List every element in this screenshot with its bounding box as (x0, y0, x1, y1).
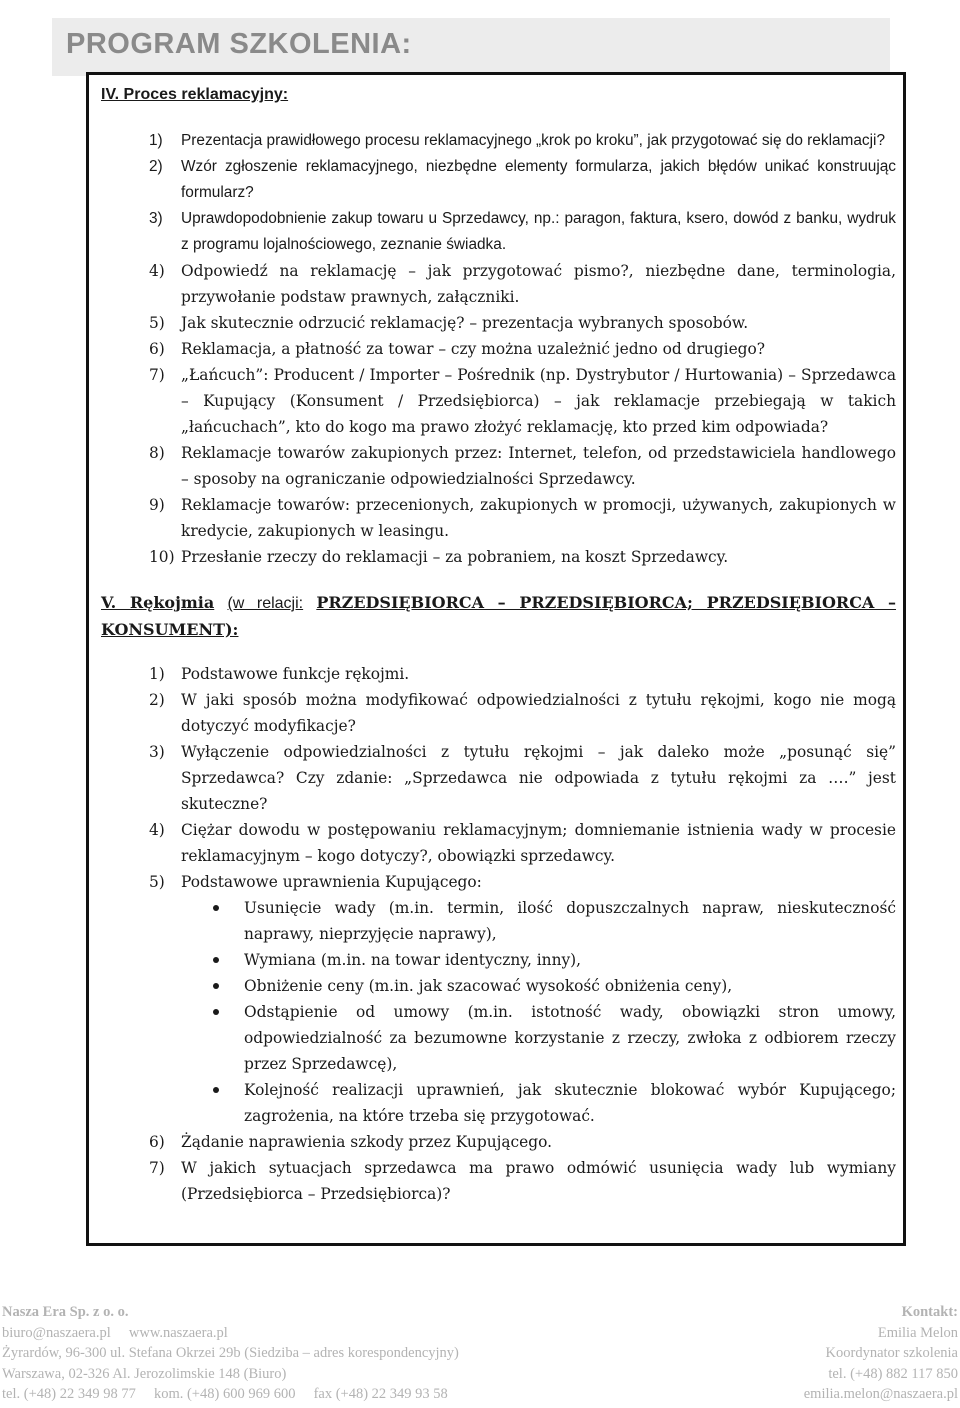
list-item-number: 1) (149, 132, 163, 149)
list-item (101, 258, 896, 310)
list-item-text: Reklamacja, a płatność za towar – czy można uzależnić jedno od drugiego? (181, 340, 766, 358)
bullet-item (101, 1077, 896, 1129)
list-item-text: Reklamacje towarów zakupionych przez: Internet, telefon, od przedstawiciela handlowego – sposoby na ograniczanie odpowiedzialności Sprzedawcy. (181, 444, 896, 488)
footer (0, 1302, 960, 1408)
bullet-text: Odstąpienie od umowy (m.in. istotność wady, obowiązki stron umowy, odpowiedzialność za bezumowne korzystanie z rzeczy, zwłoka z odbiorem rzeczy przez Sprzedawcę), (244, 1003, 896, 1073)
footer-email-web[interactable]: biuro@naszaera.pl www.naszaera.pl (2, 1324, 228, 1341)
bullet-item (101, 895, 896, 947)
list-item (101, 362, 896, 440)
list-item-number: 6) (149, 340, 165, 358)
bullet-text: Obniżenie ceny (m.in. jak szacować wysokość obniżenia ceny), (244, 977, 733, 995)
list-item-number: 5) (149, 873, 165, 891)
list-item-text: Żądanie naprawienia szkody przez Kupującego. (181, 1133, 553, 1151)
list-item-number: 9) (149, 496, 165, 514)
list-item-number: 1) (149, 665, 165, 683)
bullet-text: Kolejność realizacji uprawnień, jak skutecznie blokować wybór Kupującego; zagrożenia, na które trzeba się przygotować. (244, 1081, 896, 1125)
list-item-text: Jak skutecznie odrzucić reklamację? – prezentacja wybranych sposobów. (181, 314, 749, 332)
list-item-text: „Łańcuch”: Producent / Importer – Pośrednik (np. Dystrybutor / Hurtowania) – Sprzedawca – Kupujący (Konsument / Przedsiębiorca) – jak reklamacje przebiegają w takich „łańcuchach”, kto do kogo ma prawo złożyć reklamację, kto przed kim odpowiada? (181, 366, 896, 436)
section-5-title-end: KONSUMENT): (101, 620, 239, 639)
list-item (101, 128, 896, 154)
bullet-dot-icon (213, 905, 219, 911)
list-item (101, 1129, 896, 1155)
section-4-list (101, 128, 896, 570)
list-item-number: 4) (149, 262, 165, 280)
list-item-number: 5) (149, 314, 165, 332)
list-item (101, 817, 896, 869)
list-item (101, 869, 896, 895)
list-item (101, 544, 896, 570)
list-item-text: Podstawowe funkcje rękojmi. (181, 665, 410, 683)
footer-contact-tel: tel. (+48) 882 117 850 (828, 1365, 958, 1382)
list-item-text: Odpowiedź na reklamację – jak przygotować pismo?, niezbędne dane, terminologia, przywołanie podstaw prawnych, załączniki. (181, 262, 896, 306)
list-item-text: Wzór zgłoszenie reklamacyjnego, niezbędne elementy formularza, jakich błędów unikać konstruując formularz? (181, 158, 896, 201)
list-item-number: 3) (149, 210, 163, 227)
list-item-number: 3) (149, 743, 165, 761)
program-content (101, 84, 896, 1207)
bullet-dot-icon (213, 983, 219, 989)
section-5-title-main: V. Rękojmia (101, 593, 215, 612)
list-item-number: 8) (149, 444, 165, 462)
list-item-number: 7) (149, 366, 165, 384)
section-5-title (101, 590, 896, 617)
bullet-item (101, 947, 896, 973)
list-item (101, 310, 896, 336)
footer-company: Nasza Era Sp. z o. o. (2, 1304, 129, 1320)
bullet-dot-icon (213, 1009, 219, 1015)
list-item-text: Uprawdopodobnienie zakup towaru u Sprzedawcy, np.: paragon, faktura, ksero, dowód z banku, wydruk z programu lojalnościowego, zeznanie świadka. (181, 210, 896, 253)
list-item (101, 206, 896, 258)
section-4-title: IV. Proces reklamacyjny: (101, 86, 289, 103)
list-item (101, 661, 896, 687)
bullet-text: Wymiana (m.in. na towar identyczny, inny), (244, 951, 582, 969)
bullet-dot-icon (213, 957, 219, 963)
bullet-item (101, 973, 896, 999)
section-5-bullets (101, 895, 896, 1129)
section-5-title-parties: PRZEDSIĘBIORCA – PRZEDSIĘBIORCA; PRZEDSIĘBIORCA – (316, 593, 897, 612)
section-5-title-relation: (w relacji: (227, 595, 304, 612)
list-item-number: 4) (149, 821, 165, 839)
footer-address-1: Żyrardów, 96-300 ul. Stefana Okrzei 29b (Siedziba – adres korespondencyjny) (2, 1345, 459, 1361)
list-item-text: Przesłanie rzeczy do reklamacji – za pobraniem, na koszt Sprzedawcy. (181, 548, 729, 566)
list-item-number: 6) (149, 1133, 165, 1151)
list-item-number: 2) (149, 158, 163, 175)
list-item-text: Prezentacja prawidłowego procesu reklamacyjnego „krok po kroku”, jak przygotować się do reklamacji? (181, 132, 886, 149)
footer-contact-name: Emilia Melon (877, 1324, 958, 1341)
list-item-text: Ciężar dowodu w postępowaniu reklamacyjnym; domniemanie istnienia wady w procesie reklamacyjnym – kogo dotyczy?, obowiązki sprzedawcy. (181, 821, 896, 865)
list-item (101, 336, 896, 362)
list-item-text: Wyłączenie odpowiedzialności z tytułu rękojmi – jak daleko może „posunąć się” Sprzedawca? Czy zdanie: „Sprzedawca nie odpowiada z tytułu rękojmi za ….” jest skuteczne? (181, 743, 896, 813)
list-item (101, 440, 896, 492)
list-item-text: Podstawowe uprawnienia Kupującego: (181, 873, 482, 891)
list-item (101, 687, 896, 739)
page-title: PROGRAM SZKOLENIA: (66, 28, 412, 60)
footer-contact-email[interactable]: emilia.melon@naszaera.pl (803, 1386, 958, 1402)
footer-phones: tel. (+48) 22 349 98 77 kom. (+48) 600 969 600 fax (+48) 22 349 93 58 (2, 1386, 448, 1402)
bullet-dot-icon (213, 1087, 219, 1093)
list-item-text: Reklamacje towarów: przecenionych, zakupionych w promocji, używanych, zakupionych w kredycie, zakupionych w leasingu. (181, 496, 896, 540)
list-item (101, 1155, 896, 1207)
footer-contact-label: Kontakt: (901, 1304, 958, 1320)
footer-address-2: Warszawa, 02-326 Al. Jerozolimskie 148 (Biuro) (2, 1365, 287, 1382)
section-5-list (101, 661, 896, 895)
list-item (101, 492, 896, 544)
section-5-list-continued (101, 1129, 896, 1207)
list-item-text: W jaki sposób można modyfikować odpowiedzialności z tytułu rękojmi, kogo nie mogą dotyczyć modyfikacje? (181, 691, 896, 735)
footer-contact-role: Koordynator szkolenia (825, 1345, 958, 1361)
list-item-text: W jakich sytuacjach sprzedawca ma prawo odmówić usunięcia wady lub wymiany (Przedsiębiorca – Przedsiębiorca)? (181, 1159, 896, 1203)
list-item-number: 2) (149, 691, 165, 709)
bullet-text: Usunięcie wady (m.in. termin, ilość dopuszczalnych napraw, nieskuteczność naprawy, nieprzyjęcie naprawy), (244, 899, 896, 943)
list-item (101, 154, 896, 206)
bullet-item (101, 999, 896, 1077)
list-item-number: 7) (149, 1159, 165, 1177)
list-item-number: 10) (149, 548, 175, 566)
list-item (101, 739, 896, 817)
